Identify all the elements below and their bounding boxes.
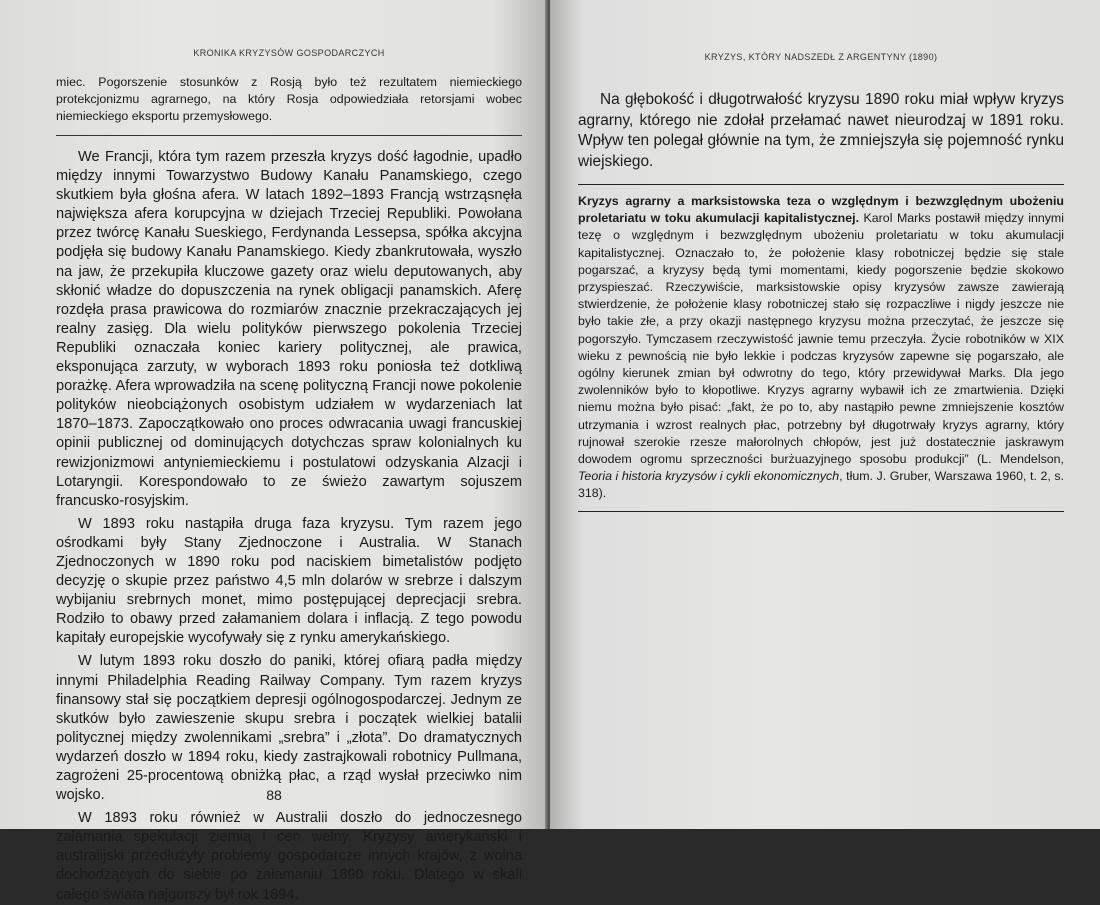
box-citation-title: Teoria i historia kryzysów i cykli ekonomicznych xyxy=(578,469,840,484)
box-top-rule xyxy=(578,184,1064,185)
page-number-left: 88 xyxy=(266,787,282,803)
box-bottom-rule xyxy=(578,511,1064,512)
paragraph-panic-1893: W lutym 1893 roku doszło do paniki, której ofiarą padła między innymi Philadelphia Reading Railway Company. Tym razem kryzys finansowy stał się początkiem depresji ogólnogospodarczej. Jednym ze skutków było zawieszenie skupu srebra i początek wielkiej batalii politycznej między zwolennikami „srebra” i „złota”. Do dramatycznych wydarzeń doszło w 1894 roku, kiedy zastrajkowali robotnicy Pullmana, zagrożeni 25-procentową obniżką płac, a rząd wysłał przeciwko nim wojsko. xyxy=(56,653,522,804)
left-page xyxy=(0,0,548,903)
box-citation-rest: , tłum. J. Gruber, Warszawa 1960, t. 2, s. 318). xyxy=(578,469,1064,501)
right-page xyxy=(550,0,1100,829)
footnote-continuation: miec. Pogorszenie stosunków z Rosją było też rezultatem niemieckiego protekcjonizmu agrarnego, na który Rosja odpowiedziała retorsjami wobec niemieckiego eksportu przemysłowego. xyxy=(56,75,522,123)
box-text-main: Karol Marks postawił między innymi tezę o względnym i bezwzględnym ubożeniu proletariatu w toku akumulacji kapitalistycznej. Oznaczało to, że położenie klasy robotniczej będzie się stale pogarszać, a kryzysy będą tymi momentami, kiedy pogorszenie będzie skokowo przyspieszać. Rzeczywiście, marksistowskie opisy kryzysów zawsze zawierają stwierdzenie, że położenie klasy robotniczej stało się rozpaczliwe i nigdy jeszcze nie było takie złe, a przy okazji następnego kryzysu można przeczytać, że jeszcze się pogorszyło. Tymczasem rzeczywistość jawnie temu przeczyła. Życie robotników w XIX wieku z pewnością nie było lekkie i podczas kryzysów zapewne się pogarszało, ale ogólny kierunek zmian był odwrotny do tego, który przewidywał Marks. Dla jego zwolenników było to kłopotliwe. Kryzys agrarny wybawił ich ze zmartwienia. Dzięki niemu można było pisać: „fakt, że po to, aby nastąpiło pewne zmniejszenie kosztów utrzymania i wzrost realnych płac, potrzebny był długotrwały kryzys agrarny, który rujnował szerokie rzesze małorolnych chłopów, jest już dostatecznie jaskrawym dowodem ogromu sprzeczności burżuazyjnego sposobu produkcji” (L. Mendelson, xyxy=(578,211,1064,467)
intro-paragraph: Na głębokość i długotrwałość kryzysu 1890 roku miał wpływ kryzys agrarny, którego nie zdołał przełamać nawet nieurodzaj w 1891 roku. Wpływ ten polegał głównie na tym, że zmniejszyła się pojemność rynku wiejskiego. xyxy=(578,91,1064,170)
box-title: Kryzys agrarny a marksistowska teza o względnym i bezwzględnym ubożeniu proletariatu w toku akumulacji kapitalistycznej. xyxy=(578,194,1064,226)
footnote-rule xyxy=(56,135,522,136)
paragraph-australia: W 1893 roku również w Australii doszło do jednoczesnego załamania spekulacji ziemią i cen wełny. Kryzysy amerykański i australijski przedłużyły problemy gospodarcze innych krajów, z wolna dochodzących do siebie po załamaniu 1890 roku. Dlatego w skali całego świata najgorszy był rok 1894. xyxy=(56,810,522,903)
running-head-left: KRONIKA KRYZYSÓW GOSPODARCZYCH xyxy=(193,48,385,58)
paragraph-usa-australia: W 1893 roku nastąpiła druga faza kryzysu. Tym razem jego ośrodkami były Stany Zjednoczone i Australia. W Stanach Zjednoczonych w 1890 roku pod naciskiem bimetalistów podjęto decyzję o skupie przez państwo 4,5 mln dolarów w srebrze i dalszym wybijaniu srebrnych monet, mimo postępującej deprecjacji srebra. Rodziło to obawy przed załamaniem dolara i inflacją. Z tego powodu kapitały europejskie wycofywały się z rynku amerykańskiego. xyxy=(56,515,522,647)
right-intro xyxy=(578,90,1064,172)
sidebar-box xyxy=(578,193,1064,503)
paragraph-france: We Francji, która tym razem przeszła kryzys dość łagodnie, upadło między innymi Towarzystwo Budowy Kanału Panamskiego, czego skutkiem była głośna afera. W latach 1892–1893 Francją wstrząsnęła największa afera korupcyjna w dziejach Trzeciej Republiki. Powołana przez twórcę Kanału Sueskiego, Ferdynanda Lessepsa, spółka akcyjna podjęła się budowy Kanału Panamskiego. Kiedy zbankrutowała, wyszło na jaw, że przekupiła kluczowe gazety oraz wielu deputowanych, aby skłonić władze do dopuszczenia na rynek obligacji panamskich. Aferę rozdęła prasa prawicowa do rozmiarów znacznie przekraczających jej realny zasięg. Dla wielu polityków pierwszego pokolenia Trzeciej Republiki oznaczała koniec kariery politycznej, ale prawica, eksponująca zarzuty, w wyborach 1893 roku poniosła też dotkliwą porażkę. Afera wprowadziła na scenę polityczną Francji nowe pokolenie polityków nieobciążonych osobistym udziałem w wydarzeniach lat 1870–1873. Zapoczątkowało ono proces odwracania uwagi francuskiej opinii publicznej od dominujących dotychczas spraw kolonialnych ku rewizjonizmowi antyniemieckiemu i postulatowi odzyskania Alzacji i Lotaryngii. Korespondowało to ze świeżo zawartym sojuszem francusko-rosyjskim. xyxy=(56,149,522,509)
running-head-right: KRYZYS, KTÓRY NADSZEDŁ Z ARGENTYNY (1890) xyxy=(704,52,938,62)
